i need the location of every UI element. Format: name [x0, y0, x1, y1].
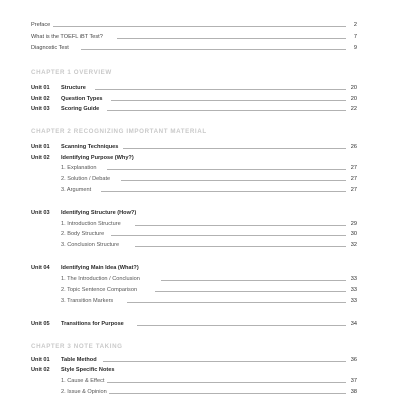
unit-number: Unit 02 — [31, 367, 50, 373]
unit-number: Unit 01 — [31, 144, 50, 150]
toc-unit[interactable] — [31, 104, 357, 114]
toc-unit-heading[interactable] — [31, 365, 357, 375]
page-number: 36 — [350, 357, 357, 363]
unit-title: Identifying Structure (How?) — [61, 210, 137, 216]
chapter-2-heading: CHAPTER 2 RECOGNIZING IMPORTANT MATERIAL — [31, 128, 207, 135]
toc-subentry[interactable] — [31, 274, 357, 284]
page-number: 32 — [350, 242, 357, 248]
toc-subentry[interactable] — [31, 174, 357, 184]
toc-subentry[interactable] — [31, 185, 357, 195]
dot-leader — [107, 169, 346, 170]
dot-leader — [53, 26, 346, 27]
unit-number: Unit 04 — [31, 265, 50, 271]
page-number: 34 — [350, 321, 357, 327]
dot-leader — [81, 49, 346, 50]
toc-unit[interactable] — [31, 83, 357, 93]
dot-leader — [95, 89, 346, 90]
toc-subentry[interactable] — [31, 229, 357, 239]
unit-title: Table Method — [61, 357, 97, 363]
dot-leader — [109, 393, 346, 394]
toc-subentry[interactable] — [31, 285, 357, 295]
unit-number: Unit 05 — [31, 321, 50, 327]
toc-entry-toefl-intro[interactable] — [31, 32, 357, 42]
unit-number: Unit 02 — [31, 96, 50, 102]
subentry-title: 1. The Introduction / Conclusion — [61, 276, 140, 282]
dot-leader — [137, 325, 346, 326]
page-number: 33 — [350, 276, 357, 282]
unit-title: Structure — [61, 85, 86, 91]
subentry-title: 3. Conclusion Structure — [61, 242, 120, 248]
page-number: 20 — [350, 96, 357, 102]
page-number: 33 — [350, 287, 357, 293]
toc-unit[interactable] — [31, 94, 357, 104]
subentry-title: 2. Solution / Debate — [61, 176, 111, 182]
page-number: 20 — [350, 85, 357, 91]
toc-subentry[interactable] — [31, 376, 357, 386]
entry-title: What is the TOEFL iBT Test? — [31, 34, 103, 40]
page-number: 27 — [350, 176, 357, 182]
dot-leader — [135, 225, 346, 226]
page-number: 2 — [353, 22, 357, 28]
toc-subentry[interactable] — [31, 387, 357, 397]
unit-number: Unit 02 — [31, 155, 50, 161]
toc-subentry[interactable] — [31, 163, 357, 173]
dot-leader — [103, 361, 346, 362]
dot-leader — [123, 148, 346, 149]
entry-title: Diagnostic Test — [31, 45, 69, 51]
unit-number: Unit 01 — [31, 85, 50, 91]
subentry-title: 2. Body Structure — [61, 231, 105, 237]
dot-leader — [117, 38, 346, 39]
page-number: 9 — [353, 45, 357, 51]
page-number: 27 — [350, 165, 357, 171]
page-number: 7 — [353, 34, 357, 40]
unit-title: Transitions for Purpose — [61, 321, 124, 327]
dot-leader — [127, 302, 346, 303]
dot-leader — [135, 246, 346, 247]
page-number: 29 — [350, 221, 357, 227]
dot-leader — [111, 235, 346, 236]
toc-unit-heading[interactable] — [31, 263, 357, 273]
toc-unit[interactable] — [31, 142, 357, 152]
dot-leader — [155, 291, 346, 292]
page-number: 37 — [350, 378, 357, 384]
toc-unit-heading[interactable] — [31, 153, 357, 163]
chapter-1-heading: CHAPTER 1 OVERVIEW — [31, 69, 112, 76]
subentry-title: 2. Issue & Opinion — [61, 389, 107, 395]
unit-number: Unit 03 — [31, 210, 50, 216]
page-number: 33 — [350, 298, 357, 304]
unit-title: Question Types — [61, 96, 103, 102]
subentry-title: 3. Argument — [61, 187, 92, 193]
toc-unit[interactable] — [31, 355, 357, 365]
subentry-title: 1. Explanation — [61, 165, 97, 171]
toc-entry-diagnostic-test[interactable] — [31, 43, 357, 53]
subentry-title: 2. Topic Sentence Comparison — [61, 287, 138, 293]
page-number: 22 — [350, 106, 357, 112]
subentry-title: 3. Transition Markers — [61, 298, 114, 304]
page-number: 26 — [350, 144, 357, 150]
toc-entry-preface[interactable] — [31, 20, 357, 30]
unit-title: Scoring Guide — [61, 106, 100, 112]
entry-title: Preface — [31, 22, 51, 28]
dot-leader — [107, 382, 346, 383]
dot-leader — [161, 280, 346, 281]
subentry-title: 1. Cause & Effect — [61, 378, 105, 384]
unit-number: Unit 03 — [31, 106, 50, 112]
page-number: 38 — [350, 389, 357, 395]
unit-title: Identifying Purpose (Why?) — [61, 155, 134, 161]
page-number: 27 — [350, 187, 357, 193]
toc-unit-heading[interactable] — [31, 208, 357, 218]
dot-leader — [111, 100, 346, 101]
toc-unit[interactable] — [31, 319, 357, 329]
subentry-title: 1. Introduction Structure — [61, 221, 121, 227]
page-number: 30 — [350, 231, 357, 237]
dot-leader — [101, 191, 346, 192]
unit-number: Unit 01 — [31, 357, 50, 363]
dot-leader — [121, 180, 346, 181]
toc-subentry[interactable] — [31, 219, 357, 229]
unit-title: Identifying Main Idea (What?) — [61, 265, 139, 271]
chapter-3-heading: CHAPTER 3 NOTE TAKING — [31, 343, 123, 350]
dot-leader — [107, 110, 346, 111]
unit-title: Scanning Techniques — [61, 144, 119, 150]
unit-title: Style Specific Notes — [61, 367, 115, 373]
toc-subentry[interactable] — [31, 240, 357, 250]
toc-subentry[interactable] — [31, 296, 357, 306]
